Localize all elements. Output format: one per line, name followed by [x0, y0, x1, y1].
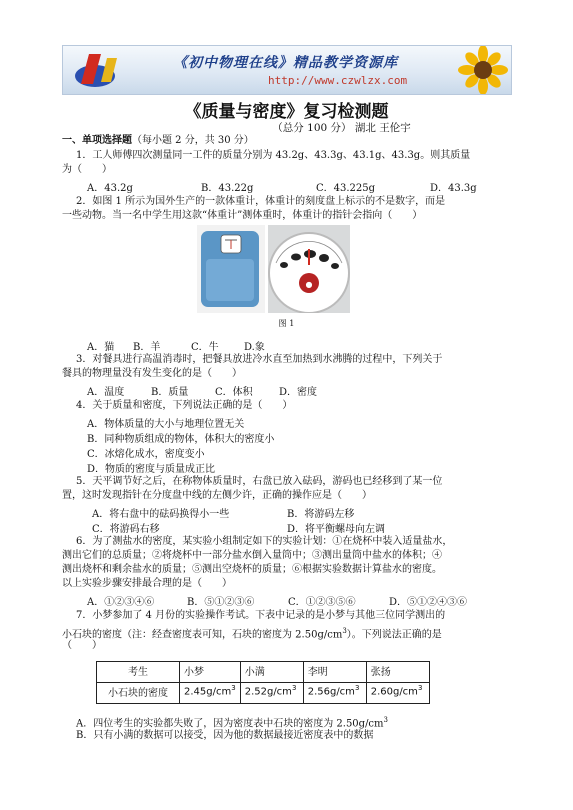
q2-option-a: A．猫 — [87, 342, 115, 353]
svg-text:●: ● — [305, 280, 313, 289]
q7-option-a-text: A．四位考生的实验都失败了，因为密度表中石块的密度为 2.50g/cm — [76, 718, 384, 730]
q4-option-d: D．物质的密度与质量成正比 — [87, 464, 216, 475]
table-header-cell: 张扬 — [366, 662, 429, 683]
banner-url: http://www.czwlzx.com — [268, 74, 408, 87]
table-cell-value: 2.52g/cm — [244, 686, 292, 698]
q3-option-c: C．体积 — [215, 387, 253, 398]
q3-option-b: B．质量 — [151, 387, 189, 398]
q5-stem-line1: 5．天平调节好之后，在称物体质量时，右盘已放入砝码，游码也已经移到了某一位 — [76, 476, 443, 487]
q6-stem-line2: 测出它们的总质量；②将烧杯中一部分盐水倒入量筒中；③测出量筒中盐水的体积；④ — [62, 550, 442, 561]
header-banner — [62, 45, 512, 95]
q1-option-d: D．43.3g — [430, 183, 477, 194]
q6-option-b: B．⑤①②③⑥ — [187, 597, 255, 608]
q6-option-c: C．①②③⑤⑥ — [288, 597, 356, 608]
q5-stem-line2: 置，这时发现指针在分度盘中线的左侧少许，正确的操作应是（ ） — [62, 490, 372, 501]
figure-caption: 图 1 — [278, 319, 295, 328]
q6-stem-line4: 以上实验步骤安排最合理的是（ ） — [62, 578, 232, 589]
table-cell — [240, 683, 303, 704]
q4-option-a: A．物体质量的大小与地理位置无关 — [87, 419, 245, 430]
table-cell-sup: 3 — [354, 684, 360, 692]
q3-stem-line2: 餐具的物理量没有发生变化的是（ ） — [62, 368, 242, 379]
q5-option-a: A．将右盘中的砝码换得小一些 — [92, 509, 230, 520]
q3-stem-line1: 3．对餐具进行高温消毒时，把餐具放进冷水直至加热到水沸腾的过程中，下列关于 — [76, 354, 443, 365]
q1-option-c: C．43.225g — [316, 183, 376, 194]
q6-option-d: D．⑤①②④③⑥ — [389, 597, 468, 608]
section-note: （每小题 2 分，共 30 分） — [132, 135, 254, 146]
site-logo-icon — [71, 48, 131, 92]
q5-option-c: C．将游码右移 — [92, 524, 160, 535]
q7-stem-line2 — [62, 624, 442, 642]
q5-option-d: D．将平衡螺母向左调 — [287, 524, 386, 535]
table-cell-sup: 3 — [417, 684, 423, 692]
scale-icon — [197, 225, 265, 313]
q7-stem-line2-text: 小石块的密度（注：经查密度表可知，石块的密度为 2.50g/cm — [62, 629, 343, 641]
q1-option-a: A．43.2g — [87, 183, 133, 194]
density-table — [96, 661, 430, 704]
table-header-cell: 考生 — [97, 662, 180, 683]
q3-option-a: A．温度 — [87, 387, 125, 398]
table-cell-value: 2.60g/cm — [370, 686, 418, 698]
table-header-row — [97, 662, 430, 683]
table-row — [97, 683, 430, 704]
q3-option-d: D．密度 — [279, 387, 318, 398]
q7-stem-sup: 3 — [342, 627, 347, 635]
scale-dial-photo — [268, 225, 350, 313]
table-cell-value: 2.56g/cm — [307, 686, 355, 698]
q6-stem-line3: 测出烧杯和剩余盐水的质量；⑤测出空烧杯的质量；⑥根据实验数据计算盐水的密度。 — [62, 564, 442, 575]
q7-option-b: B．只有小满的数据可以接受，因为他的数据最接近密度表中的数据 — [76, 730, 374, 741]
sunflower-icon — [449, 46, 509, 94]
q2-stem-line2: 一些动物。当一名中学生用这款“体重计”测体重时，体重计的指针会指向（ ） — [62, 210, 423, 221]
section-title: 一、单项选择题 — [62, 135, 132, 146]
section-heading — [62, 134, 254, 148]
q7-stem-line3: （ ） — [62, 640, 102, 651]
animal-dial-icon — [268, 225, 350, 313]
q7-stem-line1: 7．小梦参加了 4 月份的实验操作考试。下表中记录的是小梦与其他三位同学测出的 — [76, 610, 446, 621]
table-cell-value: 2.45g/cm — [184, 686, 232, 698]
page-subtitle: （总分 100 分） 湖北 王伦宇 — [272, 122, 411, 134]
table-header-cell: 李明 — [303, 662, 366, 683]
banner-title: 《初中物理在线》精品教学资源库 — [173, 55, 398, 71]
table-row-label: 小石块的密度 — [97, 683, 180, 704]
q4-option-b: B．同种物质组成的物体，体积大的密度小 — [87, 434, 275, 445]
q4-stem: 4．关于质量和密度，下列说法正确的是（ ） — [76, 400, 293, 411]
table-cell — [180, 683, 241, 704]
page-title: 《质量与密度》复习检测题 — [184, 102, 389, 122]
table-header-cell: 小满 — [240, 662, 303, 683]
q7-option-a-sup: 3 — [383, 716, 388, 724]
q6-stem-line1: 6．为了测盐水的密度，某实验小组制定如下的实验计划：①在烧杯中装入适量盐水， — [76, 536, 453, 547]
bathroom-scale-photo — [197, 225, 265, 313]
q1-option-b: B．43.22g — [201, 183, 254, 194]
table-header-cell: 小梦 — [180, 662, 241, 683]
q2-option-b: B．羊 — [133, 342, 161, 353]
table-cell — [366, 683, 429, 704]
table-cell-sup: 3 — [231, 684, 236, 692]
q6-option-a: A．①②③④⑥ — [87, 597, 155, 608]
q4-option-c: C．冰熔化成水，密度变小 — [87, 449, 205, 460]
q2-option-d: D.象 — [244, 342, 265, 353]
q1-stem-line1: 1．工人师傅四次测量同一工件的质量分别为 43.2g、43.3g、43.1g、43.3g。则其质量 — [76, 150, 471, 161]
q2-option-c: C．牛 — [191, 342, 219, 353]
table-cell-sup: 3 — [291, 684, 297, 692]
q7-stem-line2-end: ）。下列说法正确的是 — [346, 629, 442, 641]
q1-stem-line2: 为（ ） — [62, 164, 112, 175]
q5-option-b: B．将游码左移 — [287, 509, 355, 520]
table-cell — [303, 683, 366, 704]
q2-stem-line1: 2．如图 1 所示为国外生产的一款体重计，体重计的刻度盘上标示的不是数字，而是 — [76, 196, 446, 207]
